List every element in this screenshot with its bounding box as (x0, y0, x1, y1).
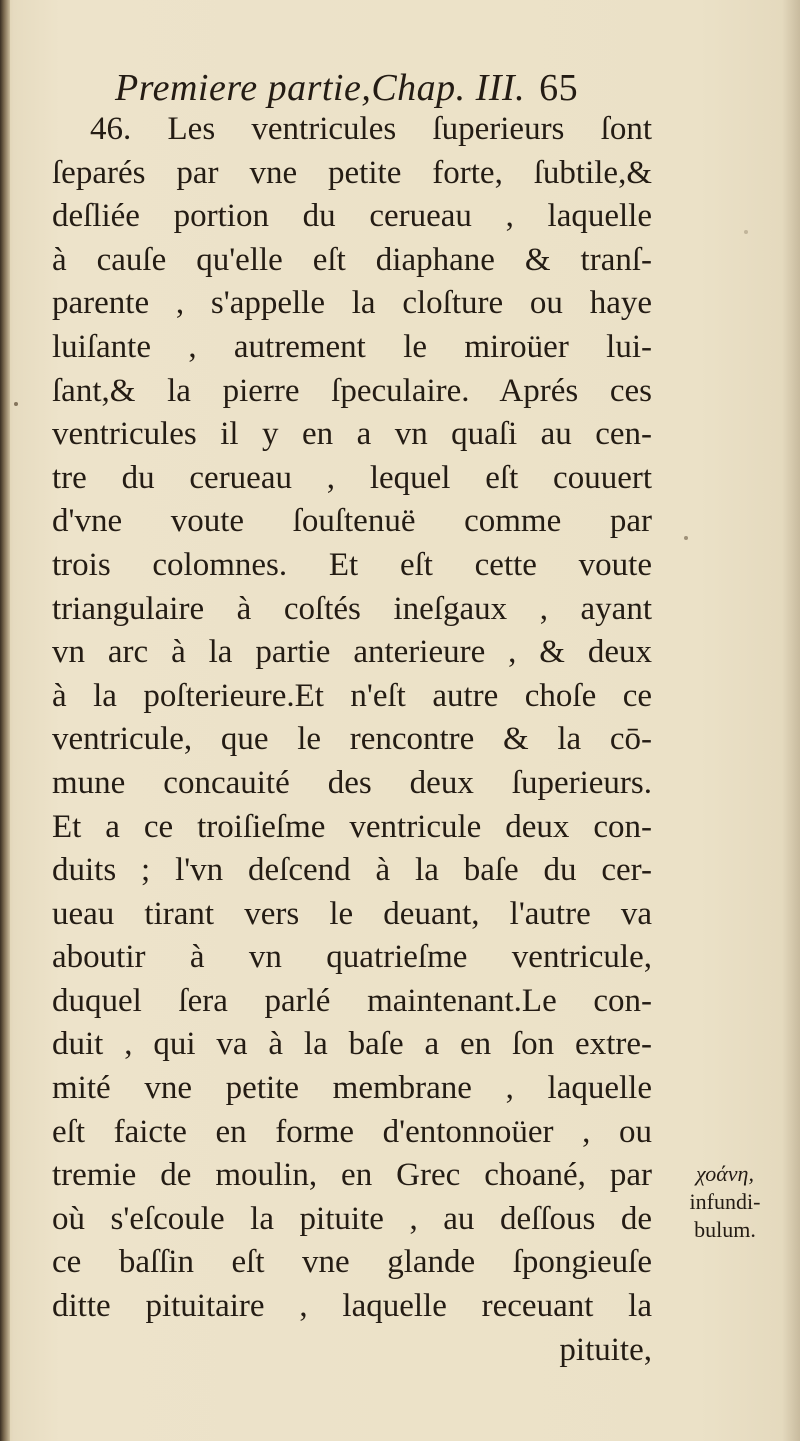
catchword: pituite, (559, 1331, 652, 1368)
text-line: à cauſe qu'elle eſt diaphane & tranſ- (52, 241, 652, 278)
text-line: duits ; l'vn deſcend à la baſe du cer- (52, 852, 652, 889)
text-line: Et a ce troiſieſme ventricule deux con- (52, 808, 652, 845)
text-line: à la poſterieure.Et n'eſt autre choſe ce (52, 677, 652, 714)
text-line: d'vne voute ſouſtenuë comme par (52, 503, 652, 540)
text-line: tre du cerueau , lequel eſt couuert (52, 459, 652, 496)
text-line: mité vne petite membrane , laquelle (52, 1070, 652, 1107)
text-line: vn arc à la partie anterieure , & deux (52, 634, 652, 671)
running-head (115, 66, 578, 110)
text-line: ueau tirant vers le deuant, l'autre va (52, 895, 652, 932)
margin-note-latin-line: bulum. (694, 1217, 756, 1242)
text-line: mune concauité des deux ſuperieurs. (52, 764, 652, 801)
text-line: ventricule, que le rencontre & la cō- (52, 721, 652, 758)
ink-speck (14, 402, 18, 406)
text-line: ſeparés par vne petite forte, ſubtile,& (52, 154, 652, 191)
main-paragraph (52, 108, 652, 1372)
margin-note (665, 1160, 785, 1244)
text-line: deſliée portion du cerueau , laquelle (52, 198, 652, 235)
text-line: ditte pituitaire , laquelle receuant la (52, 1288, 652, 1325)
page-number: 65 (539, 67, 579, 109)
text-line: duit , qui va à la baſe a en ſon extre- (52, 1026, 652, 1063)
page-binding-edge (0, 0, 10, 1441)
text-line: parente , s'appelle la cloſture ou haye (52, 285, 652, 322)
text-line: ce baſſin eſt vne glande ſpongieuſe (52, 1244, 652, 1281)
margin-note-greek: χοάνη, (696, 1161, 754, 1186)
text-line: duquel ſera parlé maintenant.Le con- (52, 982, 652, 1019)
text-line: triangulaire à coſtés ineſgaux , ayant (52, 590, 652, 627)
text-line: 46. Les ventricules ſuperieurs ſont (90, 111, 652, 147)
ink-speck (684, 536, 688, 540)
ink-speck (744, 230, 748, 234)
text-line: ſant,& la pierre ſpeculaire. Aprés ces (52, 372, 652, 409)
text-line: aboutir à vn quatrieſme ventricule, (52, 939, 652, 976)
text-line: où s'eſcoule la pituite , au deſſous de (52, 1200, 652, 1237)
text-line: eſt faicte en forme d'entonnoüer , ou (52, 1113, 652, 1150)
text-line: tremie de moulin, en Grec choané, par (52, 1157, 652, 1194)
text-line: luiſante , autrement le miroüer lui- (52, 328, 652, 365)
text-line: ventricules il y en a vn quaſi au cen- (52, 416, 652, 453)
text-line: trois colomnes. Et eſt cette voute (52, 546, 652, 583)
margin-note-latin-line: infundi- (689, 1189, 761, 1214)
running-head-title: Premiere partie,Chap. III. (115, 67, 526, 109)
